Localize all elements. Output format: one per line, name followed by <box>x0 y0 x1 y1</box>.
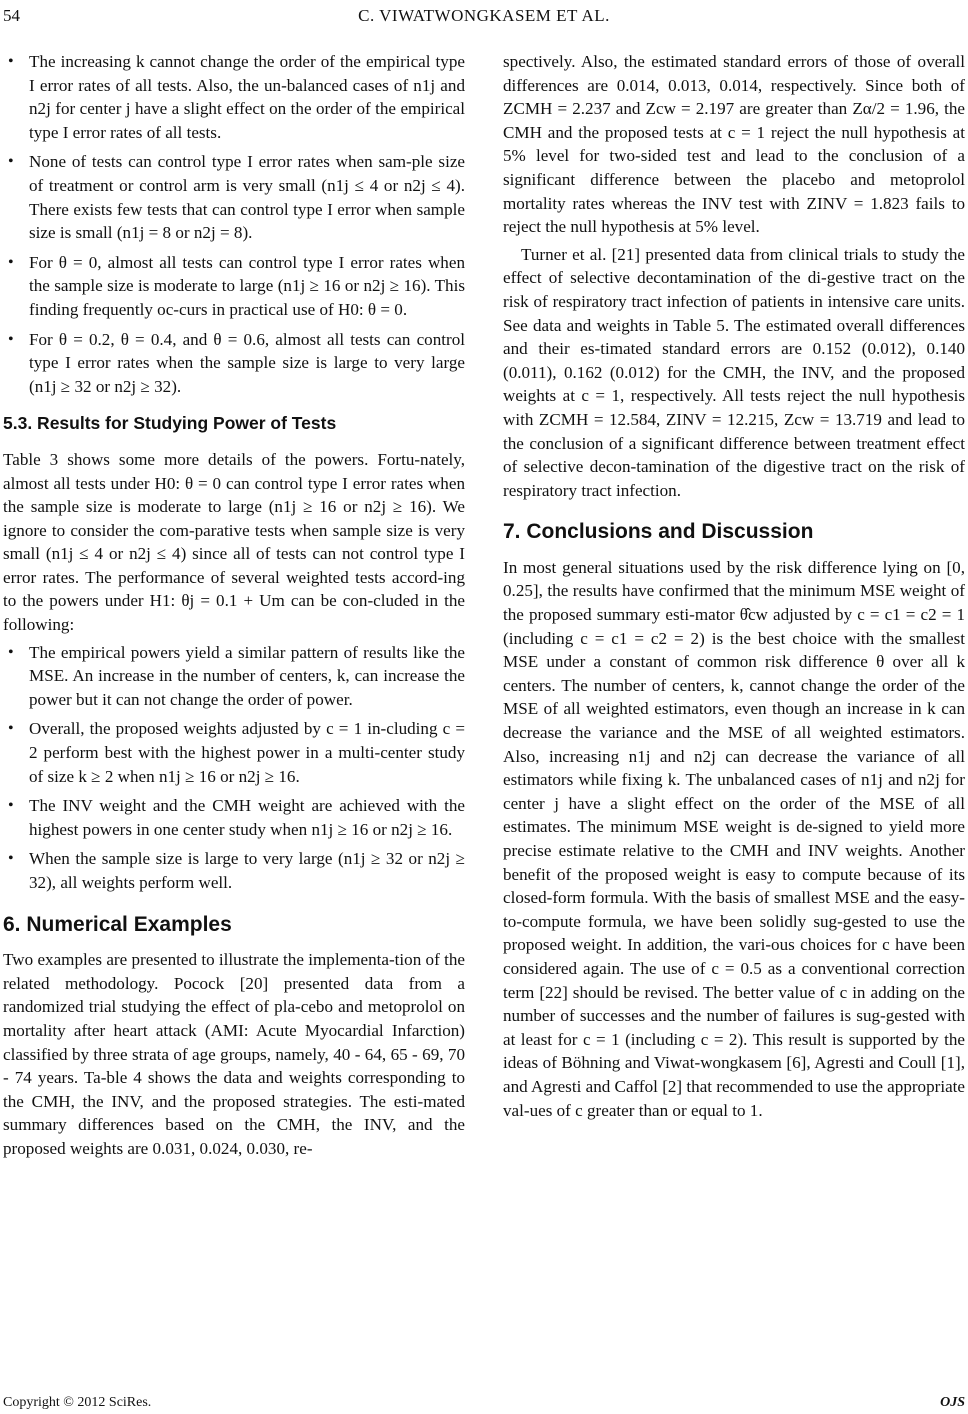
page-footer <box>3 1395 965 1411</box>
bullet-item: • None of tests can control type I error rates when sam-ple size of treatment or control arm is very small (n1j ≤ 4 or n2j ≤ 4). There exists few tests that can control type I error when sample size is small (n1j = 8 or n2j = 8). <box>3 150 465 244</box>
paragraph: Turner et al. [21] presented data from clinical trials to study the effect of selective decontamination of the di-gestive tract on the risk of respiratory tract infection of patients in intensive care units. See data and weights in Table 5. The estimated overall differences and their es-timated standard errors are 0.152 (0.012), 0.140 (0.011), 0.162 (0.012) for the CMH, the INV, and the proposed weights at c = 1, respectively. All tests reject the null hypothesis with ZCMH = 12.584, ZINV = 12.215, Zcw = 13.719 and lead to the conclusion of a significant difference between treatment effect of selective decon-tamination of the digestive tract on the risk of respiratory tract infection. <box>503 244 965 500</box>
journal-abbrev: OJS <box>940 1395 965 1410</box>
left-column <box>3 50 465 1161</box>
section-heading: 7. Conclusions and Discussion <box>503 520 814 544</box>
bullet-item: • When the sample size is large to very large (n1j ≥ 32 or n2j ≥ 32), all weights perform well. <box>3 847 465 894</box>
section-heading: 5.3. Results for Studying Power of Tests <box>3 413 337 434</box>
bullet-item: • The INV weight and the CMH weight are achieved with the highest powers in one center study when n1j ≥ 16 or n2j ≥ 16. <box>3 794 465 841</box>
paragraph: spectively. Also, the estimated standard errors of those of overall differences are 0.014, 0.013, 0.014, respectively. Since both of ZCMH = 2.237 and Zcw = 2.197 are greater than Zα/2 = 1.96, the CMH and the proposed tests at c = 1 reject the null hypothesis at 5% level for two-sided test and lead to the conclusion of a significant difference between the placebo and metoprolol mortality rates whereas the INV test with ZINV = 1.823 fails to reject the null hypothesis at 5% level. <box>503 52 965 237</box>
bullet-list-power <box>3 641 465 895</box>
bullet-item: • The increasing k cannot change the order of the empirical type I error rates of all tests. Also, the un-balanced cases of n1j and n2j for center j have a slight effect on the order of the empirical type I error rates of all tests. <box>3 50 465 144</box>
section-heading: 6. Numerical Examples <box>3 912 232 936</box>
running-title: C. VIWATWONGKASEM ET AL. <box>358 6 610 25</box>
bullet-item: • For θ = 0, almost all tests can control type I error rates when the sample size is moderate to large (n1j ≥ 16 or n2j ≥ 16). This finding frequently oc-curs in practical use of H0: θ = 0. <box>3 251 465 322</box>
bullet-item: • The empirical powers yield a similar pattern of results like the MSE. An increase in the number of centers, k, can increase the power but it can not change the order of power. <box>3 641 465 712</box>
copyright-text: Copyright © 2012 SciRes. <box>3 1395 152 1410</box>
bullet-item: • Overall, the proposed weights adjusted by c = 1 in-cluding c = 2 perform best with the highest power in a multi-center study of size k ≥ 2 when n1j ≥ 16 or n2j ≥ 16. <box>3 717 465 788</box>
paragraph: Table 3 shows some more details of the powers. Fortu-nately, almost all tests under H0: θ = 0 can control type I error rates when the sample size is moderate to large (n1j ≥ 16 or n2j ≥ 16). We ignore to consider the com-parative tests when sample size is very small (n1j ≤ 4 or n2j ≤ 4) since all of tests can not control type I error rates. The performance of several weighted tests accord-ing to the powers under H1: θj = 0.1 + Um can be con-cluded in the following: <box>3 449 465 635</box>
paragraph: Two examples are presented to illustrate the implementa-tion of the related methodology. Pocock [20] presented data from a randomized trial studying the effect of pla-cebo and metoprolol on mortality after heart attack (AMI: Acute Myocardial Infarction) classified by three strata of age groups, namely, 40 - 64, 65 - 69, 70 - 74 years. Ta-ble 4 shows the data and weights corresponding to the CMH, the INV, and the proposed strategies. The esti-mated summary differences based on the CMH, the INV, and the proposed weights are 0.031, 0.024, 0.030, re- <box>3 950 465 1158</box>
page-number: 54 <box>3 6 20 25</box>
bullet-item: • For θ = 0.2, θ = 0.4, and θ = 0.6, almost all tests can control type I error rates when the sample size is large to very large (n1j ≥ 32 or n2j ≥ 32). <box>3 328 465 399</box>
page-header <box>0 6 968 26</box>
paragraph: In most general situations used by the risk difference lying on [0, 0.25], the results have confirmed that the minimum MSE weight of the proposed summary esti-mator θ̂cw adjusted by c = c1 = c2 = 1 (including c = c1 = c2 = 2) is the best choice with the smallest MSE under a constant of common risk difference θ over all k centers. The number of centers, k, cannot change the order of the MSE of all weighted estimators, even though an increase in k can decrease the variance and the MSE of all weighted estimators. Also, increasing n1j and n2j can decrease the variance of all estimators while fixing k. The unbalanced cases of n1j and n2j for center j have a slight effect on the order of the MSE of all estimates. The minimum MSE weight is de-signed to yield more precise estimate relative to the CMH and INV weights. Another benefit of the proposed weight is easy to compute because of its closed-form formula. With the basis of smallest MSE and the easy-to-compute formula, we have been solidly sug-gested to use the proposed weight. In addition, the vari-ous choices for c have been considered again. The use of c = 0.5 as a conventional correction term [22] should be revised. The better value of c in adding on the number of successes and the number of failures is sug-gested with at least for c = 1 (including c = 2). This result is supported by the ideas of Böhning and Viwat-wongkasem [6], Agresti and Coull [1], and Agresti and Caffol [2] that recommended to use the appropriate val-ues of c greater than or equal to 1. <box>503 557 966 1120</box>
right-column <box>503 50 965 1122</box>
bullet-list-type1 <box>3 50 465 398</box>
